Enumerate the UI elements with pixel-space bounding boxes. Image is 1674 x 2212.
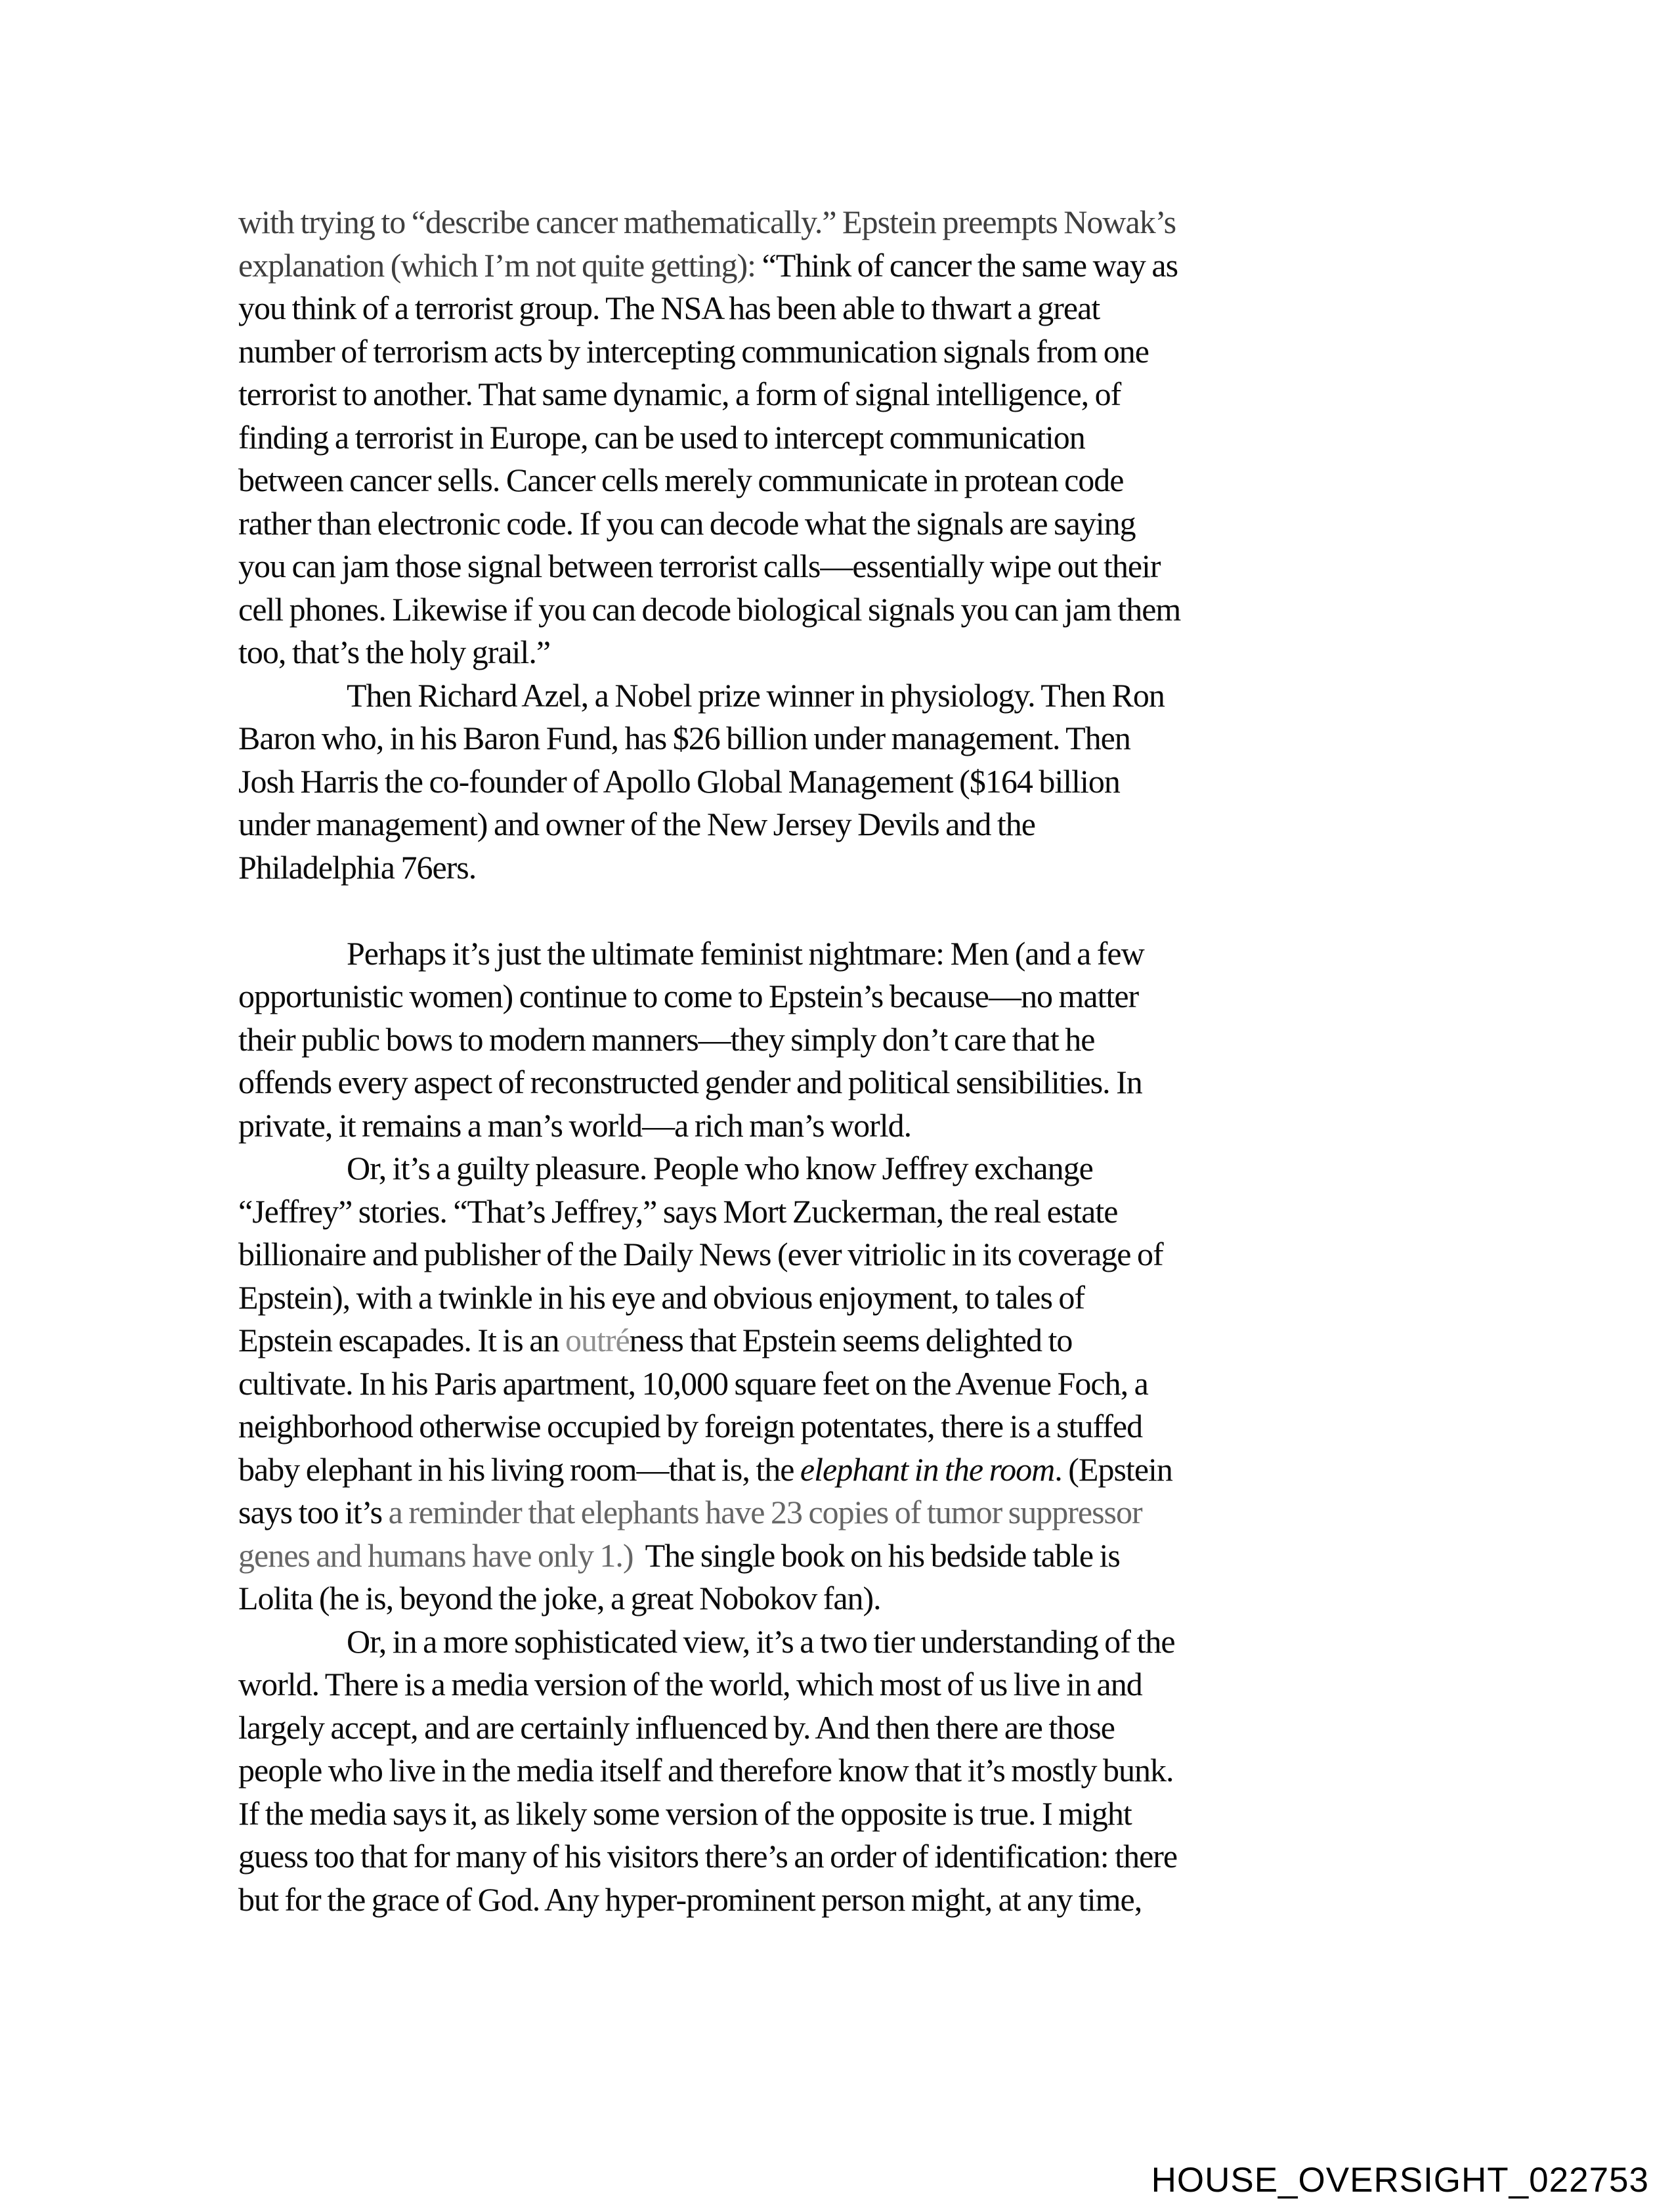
text-segment: “Think of cancer the same way as (762, 246, 1178, 284)
text-line (238, 1104, 1459, 1148)
text-segment: cell phones. Likewise if you can decode biological signals you can jam them (238, 590, 1181, 628)
text-segment: Josh Harris the co-founder of Apollo Global Management ($164 billion (238, 762, 1120, 800)
text-segment: terrorist to another. That same dynamic, a form of signal intelligence, of (238, 376, 1121, 412)
text-line (238, 244, 1459, 288)
text-segment: . (Epstein (1054, 1450, 1172, 1488)
text-segment: says too it’s (238, 1494, 389, 1530)
paragraph (238, 1147, 1459, 1620)
paragraph (238, 932, 1459, 1148)
text-line (238, 1061, 1459, 1104)
text-line (238, 631, 1459, 674)
text-line (238, 416, 1459, 460)
text-segment: opportunistic women) continue to come to Epstein’s because—no matter (238, 978, 1139, 1014)
text-segment: Perhaps it’s just the ultimate feminist nightmare: Men (and a few (347, 934, 1144, 972)
text-line (238, 1663, 1459, 1706)
text-segment: rather than electronic code. If you can decode what the signals are saying (238, 504, 1136, 542)
text-segment: The single book on his bedside table is (633, 1536, 1120, 1574)
text-segment: Epstein), with a twinkle in his eye and obvious enjoyment, to tales of (238, 1278, 1085, 1316)
text-line (238, 846, 1459, 890)
text-segment: billionaire and publisher of the Daily News (ever vitriolic in its coverage of (238, 1236, 1163, 1272)
text-segment: between cancer sells. Cancer cells merely communicate in protean code (238, 462, 1124, 498)
text-line (238, 1706, 1459, 1750)
text-segment: under management) and owner of the New Jersey Devils and the (238, 806, 1035, 842)
document-text (238, 201, 1459, 1921)
text-segment: private, it remains a man’s world—a rich man’s world. (238, 1106, 912, 1144)
text-segment: their public bows to modern manners—they simply don’t care that he (238, 1020, 1095, 1058)
text-segment: Lolita (he is, beyond the joke, a great Nobokov fan). (238, 1580, 881, 1616)
text-line (238, 674, 1459, 718)
text-line (238, 330, 1459, 374)
text-line (238, 1620, 1459, 1664)
text-segment: ness that Epstein seems delighted to (629, 1322, 1073, 1358)
text-segment: too, that’s the holy grail.” (238, 634, 551, 670)
text-line (238, 287, 1459, 330)
text-line (238, 1577, 1459, 1620)
text-line (238, 1534, 1459, 1578)
text-line (238, 1448, 1459, 1492)
text-segment: Philadelphia 76ers. (238, 848, 477, 886)
text-segment: people who live in the media itself and therefore know that it’s mostly bunk. (238, 1752, 1174, 1789)
text-line (238, 545, 1459, 588)
text-line (238, 1190, 1459, 1234)
text-line (238, 1792, 1459, 1836)
text-line (238, 932, 1459, 976)
paragraph (238, 674, 1459, 890)
text-segment: Baron who, in his Baron Fund, has $26 billion under management. Then (238, 720, 1130, 756)
text-line (238, 459, 1459, 502)
text-segment: “Jeffrey” stories. “That’s Jeffrey,” says Mort Zuckerman, the real estate (238, 1192, 1118, 1230)
text-segment: you think of a terrorist group. The NSA has been able to thwart a great (238, 290, 1100, 326)
text-segment: explanation (which I’m not quite getting): (238, 246, 762, 284)
text-line (238, 1276, 1459, 1320)
text-segment: cultivate. In his Paris apartment, 10,000 square feet on the Avenue Foch, a (238, 1364, 1148, 1402)
text-segment: offends every aspect of reconstructed gender and political sensibilities. In (238, 1064, 1142, 1100)
text-segment: number of terrorism acts by intercepting communication signals from one (238, 332, 1149, 370)
text-segment: but for the grace of God. Any hyper-prominent person might, at any time, (238, 1880, 1142, 1918)
text-line (238, 1405, 1459, 1448)
text-segment: genes and humans have only 1.) (238, 1536, 633, 1574)
text-segment: Or, in a more sophisticated view, it’s a two tier understanding of the (347, 1622, 1175, 1660)
text-segment: If the media says it, as likely some version of the opposite is true. I might (238, 1794, 1132, 1832)
text-line (238, 1491, 1459, 1534)
text-segment: Then Richard Azel, a Nobel prize winner in physiology. Then Ron (347, 676, 1165, 714)
text-segment: Epstein escapades. It is an (238, 1322, 565, 1358)
text-segment: elephant in the room (800, 1450, 1055, 1488)
text-line (238, 717, 1459, 760)
paragraph (238, 201, 1459, 674)
text-line (238, 1878, 1459, 1922)
text-line (238, 1362, 1459, 1406)
text-segment: with trying to “describe cancer mathematically.” Epstein preempts Nowak’s (238, 204, 1176, 240)
text-line (238, 1319, 1459, 1362)
paragraph (238, 1620, 1459, 1922)
text-segment: a reminder that elephants have 23 copies of tumor suppressor (388, 1494, 1142, 1530)
text-segment: Or, it’s a guilty pleasure. People who know Jeffrey exchange (347, 1150, 1093, 1186)
text-line (238, 502, 1459, 546)
text-segment: neighborhood otherwise occupied by foreign potentates, there is a stuffed (238, 1408, 1143, 1444)
text-line (238, 1233, 1459, 1276)
text-line (238, 201, 1459, 244)
text-segment: world. There is a media version of the world, which most of us live in and (238, 1666, 1142, 1702)
text-line (238, 1147, 1459, 1190)
text-line (238, 588, 1459, 632)
text-line (238, 1018, 1459, 1062)
text-segment: largely accept, and are certainly influenced by. And then there are those (238, 1708, 1115, 1746)
bates-number: HOUSE_OVERSIGHT_022753 (1151, 2161, 1649, 2200)
text-line (238, 1749, 1459, 1792)
text-segment: you can jam those signal between terrorist calls—essentially wipe out their (238, 548, 1161, 584)
text-segment: finding a terrorist in Europe, can be used to intercept communication (238, 418, 1085, 456)
text-line (238, 975, 1459, 1018)
text-segment: baby elephant in his living room—that is, the (238, 1450, 800, 1488)
text-line (238, 760, 1459, 804)
text-segment: outré (565, 1322, 630, 1358)
text-line (238, 1835, 1459, 1878)
text-segment: guess too that for many of his visitors there’s an order of identification: there (238, 1838, 1178, 1875)
text-line (238, 803, 1459, 846)
text-line (238, 373, 1459, 416)
